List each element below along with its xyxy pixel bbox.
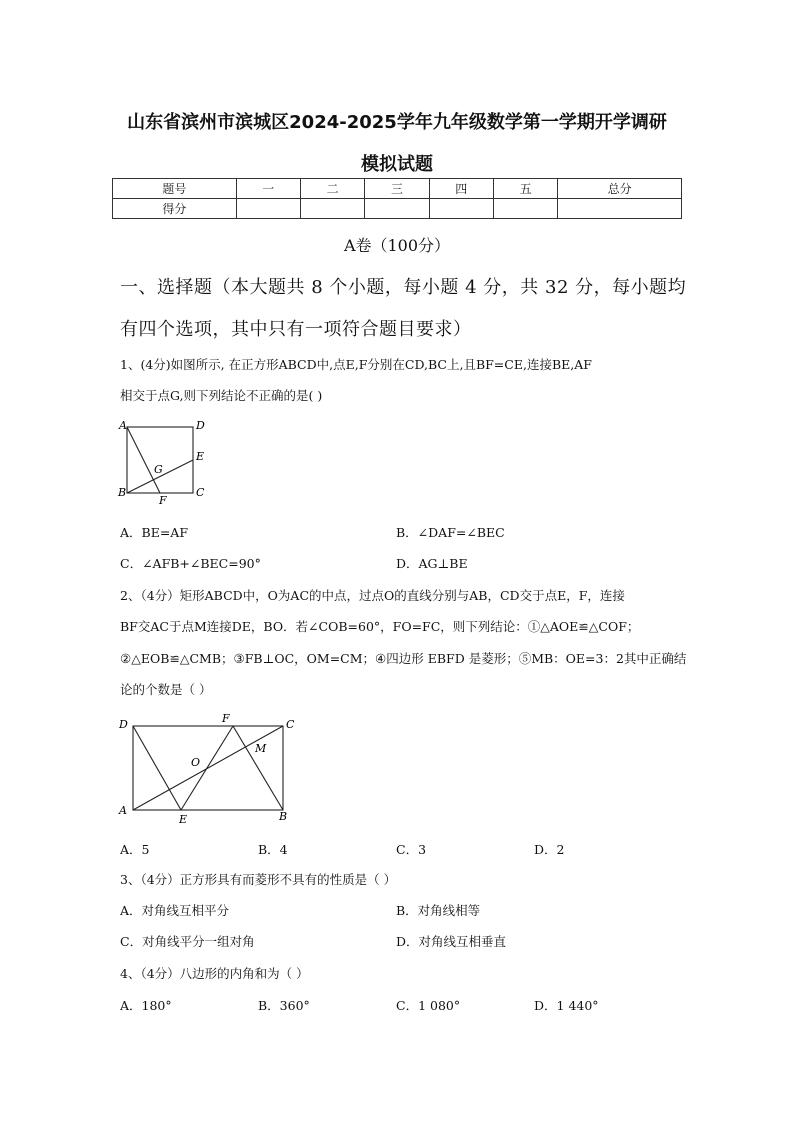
q3-option-a: A．对角线互相平分: [120, 903, 230, 918]
q3-stem: 3、（4分）正方形具有而菱形不具有的性质是（ ）: [120, 872, 397, 887]
part1-heading-line2: 有四个选项，其中只有一项符合题目要求）: [120, 319, 472, 340]
q2-label-M: M: [255, 742, 267, 755]
q1-stem-line1: 1、(4分)如图所示, 在正方形ABCD中,点E,F分别在CD,BC上,且BF=CE,连接BE,AF: [120, 357, 592, 372]
q2-option-b: B．4: [258, 842, 288, 857]
q2-label-O: O: [191, 756, 201, 769]
q2-stem-line1: 2、（4分）矩形ABCD中，O为AC的中点，过点O的直线分别与AB，CD交于点E，F，连接: [120, 588, 625, 603]
q2-label-F: F: [222, 712, 230, 725]
q1-label-D: D: [196, 419, 205, 432]
q1-label-G: G: [154, 463, 163, 476]
q2-stem-line4: 论的个数是（ ）: [120, 682, 212, 697]
q2-option-d: D．2: [534, 842, 565, 857]
q1-option-b: B．∠DAF=∠BEC: [396, 525, 505, 540]
q2-stem-line2: BF交AC于点M连接DE，BO．若∠COB=60°，FO=FC，则下列结论：①△AOE≌△COF；: [120, 619, 640, 634]
score-blank-cell: [429, 199, 493, 219]
q2-label-C: C: [286, 718, 295, 731]
section-title: A卷（100分）: [343, 236, 451, 255]
score-blank-cell: [300, 199, 364, 219]
score-row-label: 得分: [113, 199, 237, 219]
q2-option-c: C．3: [396, 842, 427, 857]
score-header-cell: 五: [493, 179, 557, 199]
q4-option-b: B．360°: [258, 998, 310, 1013]
score-header-cell: 总分: [558, 179, 682, 199]
q2-rectangle-figure: [115, 710, 305, 830]
q2-label-A: A: [119, 804, 127, 817]
q1-option-d: D．AG⊥BE: [396, 556, 468, 571]
q4-option-a: A．180°: [120, 998, 172, 1013]
q1-option-c: C．∠AFB+∠BEC=90°: [120, 556, 261, 571]
q2-label-D: D: [119, 718, 128, 731]
q1-label-C: C: [196, 486, 205, 499]
q1-label-F: F: [159, 494, 167, 507]
q1-stem-line2: 相交于点G,则下列结论不正确的是( ): [120, 388, 323, 403]
q1-label-E: E: [196, 450, 205, 463]
score-header-cell: 一: [236, 179, 300, 199]
part1-heading-line1: 一、选择题（本大题共 8 个小题，每小题 4 分，共 32 分，每小题均: [120, 277, 687, 298]
q3-option-d: D．对角线互相垂直: [396, 934, 507, 949]
q4-option-c: C．1 080°: [396, 998, 461, 1013]
q2-label-E: E: [179, 813, 188, 826]
score-header-cell: 题号: [113, 179, 237, 199]
score-table: [112, 178, 682, 219]
q1-label-B: B: [118, 486, 127, 499]
exam-title-line1: 山东省滨州市滨城区2024-2025学年九年级数学第一学期开学调研: [127, 112, 667, 133]
q3-option-b: B．对角线相等: [396, 903, 481, 918]
score-blank-cell: [558, 199, 682, 219]
score-blank-cell: [236, 199, 300, 219]
q2-label-B: B: [279, 810, 288, 823]
exam-title-line2: 模拟试题: [361, 154, 433, 175]
q4-option-d: D．1 440°: [534, 998, 599, 1013]
score-blank-cell: [365, 199, 429, 219]
score-blank-cell: [493, 199, 557, 219]
q1-option-a: A．BE=AF: [120, 525, 189, 540]
score-header-cell: 二: [300, 179, 364, 199]
q4-stem: 4、（4分）八边形的内角和为（ ）: [120, 966, 309, 981]
q2-stem-line3: ②△EOB≌△CMB；③FB⊥OC，OM=CM；④四边形 EBFD 是菱形；⑤MB：OE=3：2其中正确结: [120, 651, 687, 666]
score-header-cell: 三: [365, 179, 429, 199]
score-table-header-row: [113, 179, 682, 199]
q3-option-c: C．对角线平分一组对角: [120, 934, 255, 949]
q1-label-A: A: [119, 419, 127, 432]
q1-square-figure: [115, 418, 215, 510]
score-header-cell: 四: [429, 179, 493, 199]
q2-option-a: A．5: [120, 842, 150, 857]
score-table-score-row: [113, 199, 682, 219]
